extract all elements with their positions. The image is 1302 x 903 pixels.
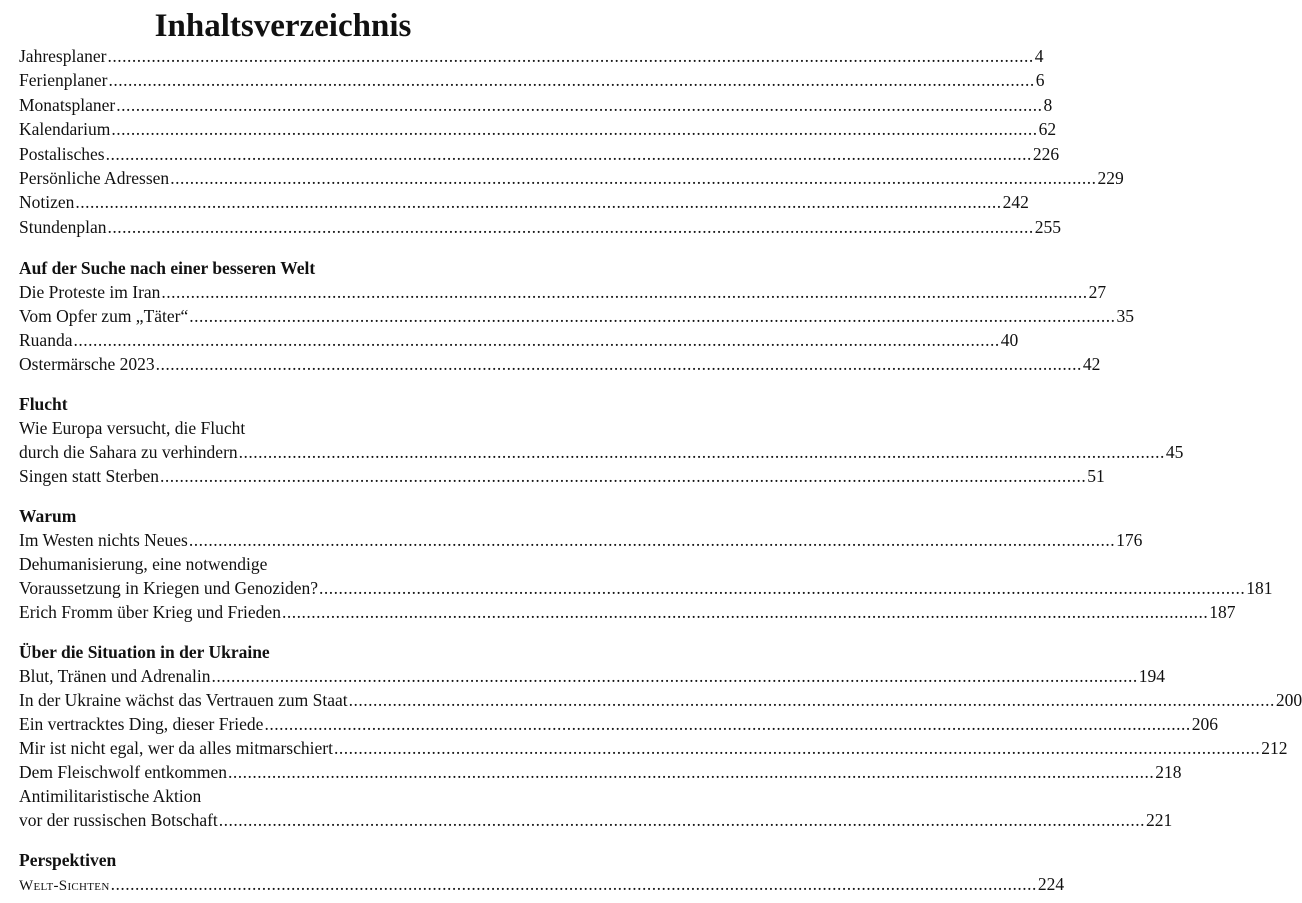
entry-page: 181 xyxy=(1246,578,1273,598)
leader-dots: .............................................................................................................................................................................................. xyxy=(108,70,1035,90)
toc-entry xyxy=(19,190,1029,214)
leader-dots: .............................................................................................................................................................................................. xyxy=(170,168,1097,188)
section-heading: Warum xyxy=(19,506,77,526)
leader-dots: .............................................................................................................................................................................................. xyxy=(218,810,1146,830)
entry-page: 226 xyxy=(1032,144,1060,164)
toc-entry xyxy=(19,600,1236,624)
toc-entry xyxy=(19,44,1044,68)
toc-entry xyxy=(19,664,1166,688)
toc-entry xyxy=(19,688,1302,712)
entry-page: 6 xyxy=(1035,70,1045,90)
entry-page: 62 xyxy=(1038,119,1057,139)
entry-label: Erich Fromm über Krieg und Frieden xyxy=(19,602,281,622)
leader-dots: .............................................................................................................................................................................................. xyxy=(238,442,1165,462)
toc-entry xyxy=(19,68,1045,92)
entry-label: Ruanda xyxy=(19,330,73,350)
entry-label: Mir ist nicht egal, wer da alles mitmarschiert xyxy=(19,738,333,758)
toc-entry xyxy=(19,760,1182,784)
entry-page: 255 xyxy=(1034,217,1061,237)
leader-dots: .............................................................................................................................................................................................. xyxy=(333,738,1261,758)
toc-entry xyxy=(19,328,1019,352)
leader-dots: .............................................................................................................................................................................................. xyxy=(110,874,1037,894)
leader-dots: .............................................................................................................................................................................................. xyxy=(111,119,1038,139)
toc-entry xyxy=(19,142,1060,166)
leader-dots: .............................................................................................................................................................................................. xyxy=(228,762,1155,782)
toc-entry xyxy=(19,280,1107,304)
toc-entry xyxy=(19,808,1173,832)
entry-page: 224 xyxy=(1037,874,1065,894)
entry-label: Ostermärsche 2023 xyxy=(19,354,155,374)
toc-entry xyxy=(19,576,1273,600)
leader-dots: .............................................................................................................................................................................................. xyxy=(319,578,1246,598)
entry-page: 221 xyxy=(1146,810,1173,830)
entry-label: Vom Opfer zum „Täter“ xyxy=(19,306,189,326)
entry-label-line: Antimilitaristische Aktion xyxy=(19,786,202,806)
entry-label: Die Proteste im Iran xyxy=(19,282,161,302)
entry-page: 51 xyxy=(1087,466,1105,486)
section-heading: Auf der Suche nach einer besseren Welt xyxy=(19,258,316,278)
entry-label: Monatsplaner xyxy=(19,95,116,115)
leader-dots: .............................................................................................................................................................................................. xyxy=(107,217,1034,237)
entry-page: 187 xyxy=(1209,602,1236,622)
entry-page: 40 xyxy=(1000,330,1019,350)
entry-page: 242 xyxy=(1002,192,1029,212)
entry-label: Jahresplaner xyxy=(19,46,107,66)
leader-dots: .............................................................................................................................................................................................. xyxy=(348,690,1275,710)
entry-page: 212 xyxy=(1261,738,1288,758)
toc-entry xyxy=(19,440,1184,464)
entry-page: 8 xyxy=(1043,95,1053,115)
entry-label: vor der russischen Botschaft xyxy=(19,810,218,830)
leader-dots: .............................................................................................................................................................................................. xyxy=(73,330,1000,350)
entry-page: 218 xyxy=(1155,762,1182,782)
entry-label: Ein vertracktes Ding, dieser Friede xyxy=(19,714,264,734)
section-heading: Perspektiven xyxy=(19,850,117,870)
entry-page: 45 xyxy=(1165,442,1184,462)
section-heading: Über die Situation in der Ukraine xyxy=(19,642,270,662)
toc-entry xyxy=(19,872,1065,896)
entry-label: Im Westen nichts Neues xyxy=(19,530,188,550)
entry-label-line: Wie Europa versucht, die Flucht xyxy=(19,418,246,438)
entry-label: Welt-Sichten xyxy=(19,878,110,894)
entry-page: 206 xyxy=(1191,714,1218,734)
entry-page: 4 xyxy=(1034,46,1044,66)
toc-entry xyxy=(19,712,1218,736)
leader-dots: .............................................................................................................................................................................................. xyxy=(211,666,1138,686)
entry-label: Notizen xyxy=(19,192,75,212)
section-heading: Flucht xyxy=(19,394,68,414)
toc-entry xyxy=(19,166,1124,190)
leader-dots: .............................................................................................................................................................................................. xyxy=(161,282,1088,302)
toc-title: Inhaltsverzeichnis xyxy=(154,8,412,44)
entry-page: 229 xyxy=(1097,168,1124,188)
leader-dots: .............................................................................................................................................................................................. xyxy=(159,466,1087,486)
entry-label: Stundenplan xyxy=(19,217,107,237)
toc-entry xyxy=(19,117,1057,141)
leader-dots: .............................................................................................................................................................................................. xyxy=(264,714,1191,734)
leader-dots: .............................................................................................................................................................................................. xyxy=(105,144,1032,164)
entry-label: Blut, Tränen und Adrenalin xyxy=(19,666,211,686)
leader-dots: .............................................................................................................................................................................................. xyxy=(189,306,1116,326)
leader-dots: .............................................................................................................................................................................................. xyxy=(188,530,1116,550)
toc-entry xyxy=(19,352,1101,376)
toc-entry xyxy=(19,528,1143,552)
toc-entry xyxy=(19,304,1135,328)
leader-dots: .............................................................................................................................................................................................. xyxy=(75,192,1002,212)
entry-label-line: Dehumanisierung, eine notwendige xyxy=(19,554,268,574)
entry-label: Postalisches xyxy=(19,144,105,164)
entry-page: 42 xyxy=(1082,354,1101,374)
toc-entry xyxy=(19,736,1288,760)
entry-page: 35 xyxy=(1116,306,1135,326)
entry-label: Persönliche Adressen xyxy=(19,168,170,188)
entry-page: 176 xyxy=(1116,530,1143,550)
entry-page: 200 xyxy=(1275,690,1302,710)
entry-label: In der Ukraine wächst das Vertrauen zum Staat xyxy=(19,690,348,710)
entry-label: Voraussetzung in Kriegen und Genoziden? xyxy=(19,578,319,598)
entry-label: Dem Fleischwolf entkommen xyxy=(19,762,228,782)
entry-page: 194 xyxy=(1138,666,1166,686)
toc-entry xyxy=(19,215,1061,239)
entry-label: durch die Sahara zu verhindern xyxy=(19,442,238,462)
entry-label: Singen statt Sterben xyxy=(19,466,159,486)
toc-entry xyxy=(19,464,1105,488)
entry-page: 27 xyxy=(1088,282,1107,302)
leader-dots: .............................................................................................................................................................................................. xyxy=(281,602,1209,622)
leader-dots: .............................................................................................................................................................................................. xyxy=(116,95,1043,115)
leader-dots: .............................................................................................................................................................................................. xyxy=(107,46,1034,66)
entry-label: Kalendarium xyxy=(19,119,111,139)
toc-entry xyxy=(19,93,1053,117)
entry-label: Ferienplaner xyxy=(19,70,108,90)
leader-dots: .............................................................................................................................................................................................. xyxy=(155,354,1082,374)
